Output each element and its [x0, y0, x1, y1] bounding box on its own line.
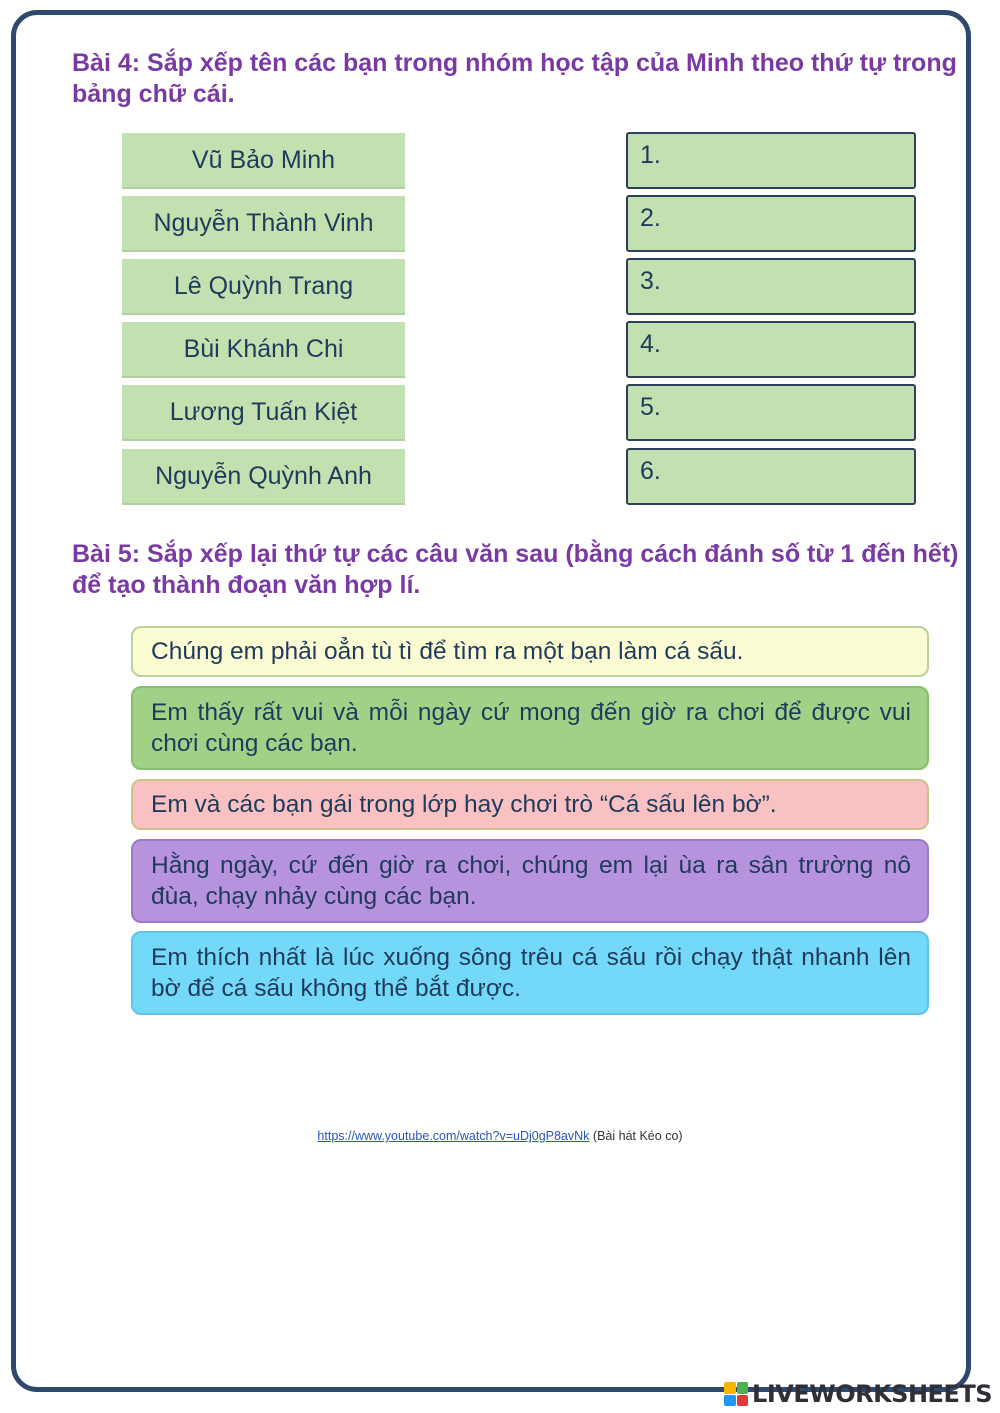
- reference-line: [0, 1129, 1000, 1143]
- name-card-6[interactable]: Nguyễn Quỳnh Anh: [122, 449, 405, 505]
- reference-note: (Bài hát Kéo co): [592, 1129, 683, 1143]
- sentence-card-3[interactable]: [131, 779, 929, 830]
- sentence-card-4[interactable]: [131, 839, 929, 923]
- youtube-link[interactable]: https://www.youtube.com/watch?v=uDj0gP8avNk: [317, 1129, 590, 1143]
- answer-slot-3[interactable]: [626, 258, 916, 315]
- slot-number: 5.: [640, 393, 661, 421]
- name-card-3[interactable]: Lê Quỳnh Trang: [122, 259, 405, 315]
- slot-number: 3.: [640, 267, 661, 295]
- sentence-text: Em thấy rất vui và mỗi ngày cứ mong đến giờ ra chơi để được vui chơi cùng các bạn.: [151, 699, 911, 757]
- slot-number: 6.: [640, 457, 661, 485]
- slot-number: 2.: [640, 204, 661, 232]
- sentence-text: Em thích nhất là lúc xuống sông trêu cá sấu rồi chạy thật nhanh lên bờ để cá sấu không thể bắt được.: [151, 944, 911, 1002]
- answer-slot-1[interactable]: [626, 132, 916, 189]
- sentence-card-5[interactable]: [131, 931, 929, 1015]
- answer-slot-6[interactable]: [626, 448, 916, 505]
- sentence-card-1[interactable]: [131, 626, 929, 677]
- exercise-4-title: Bài 4: Sắp xếp tên các bạn trong nhóm học tập của Minh theo thứ tự trong bảng chữ cái.: [72, 49, 957, 108]
- answer-slot-5[interactable]: [626, 384, 916, 441]
- slot-number: 1.: [640, 141, 661, 169]
- sentence-text: Chúng em phải oẳn tù tì để tìm ra một bạn làm cá sấu.: [151, 638, 744, 665]
- logo-mark-icon: [724, 1382, 748, 1406]
- slot-number: 4.: [640, 330, 661, 358]
- sentence-text: Em và các bạn gái trong lớp hay chơi trò “Cá sấu lên bờ”.: [151, 791, 777, 818]
- name-card-2[interactable]: Nguyễn Thành Vinh: [122, 196, 405, 252]
- sentence-card-2[interactable]: [131, 686, 929, 770]
- sentence-text: Hằng ngày, cứ đến giờ ra chơi, chúng em lại ùa ra sân trường nô đùa, chạy nhảy cùng các bạn.: [151, 852, 911, 910]
- answer-slot-2[interactable]: [626, 195, 916, 252]
- name-card-4[interactable]: Bùi Khánh Chi: [122, 322, 405, 378]
- name-card-1[interactable]: Vũ Bảo Minh: [122, 133, 405, 189]
- name-card-5[interactable]: Lương Tuấn Kiệt: [122, 385, 405, 441]
- exercise-5-title: Bài 5: Sắp xếp lại thứ tự các câu văn sau (bằng cách đánh số từ 1 đến hết) để tạo thành đoạn văn hợp lí.: [72, 540, 959, 599]
- liveworksheets-logo: [724, 1379, 992, 1409]
- answer-slot-4[interactable]: [626, 321, 916, 378]
- brand-name: LIVEWORKSHEETS: [752, 1380, 992, 1408]
